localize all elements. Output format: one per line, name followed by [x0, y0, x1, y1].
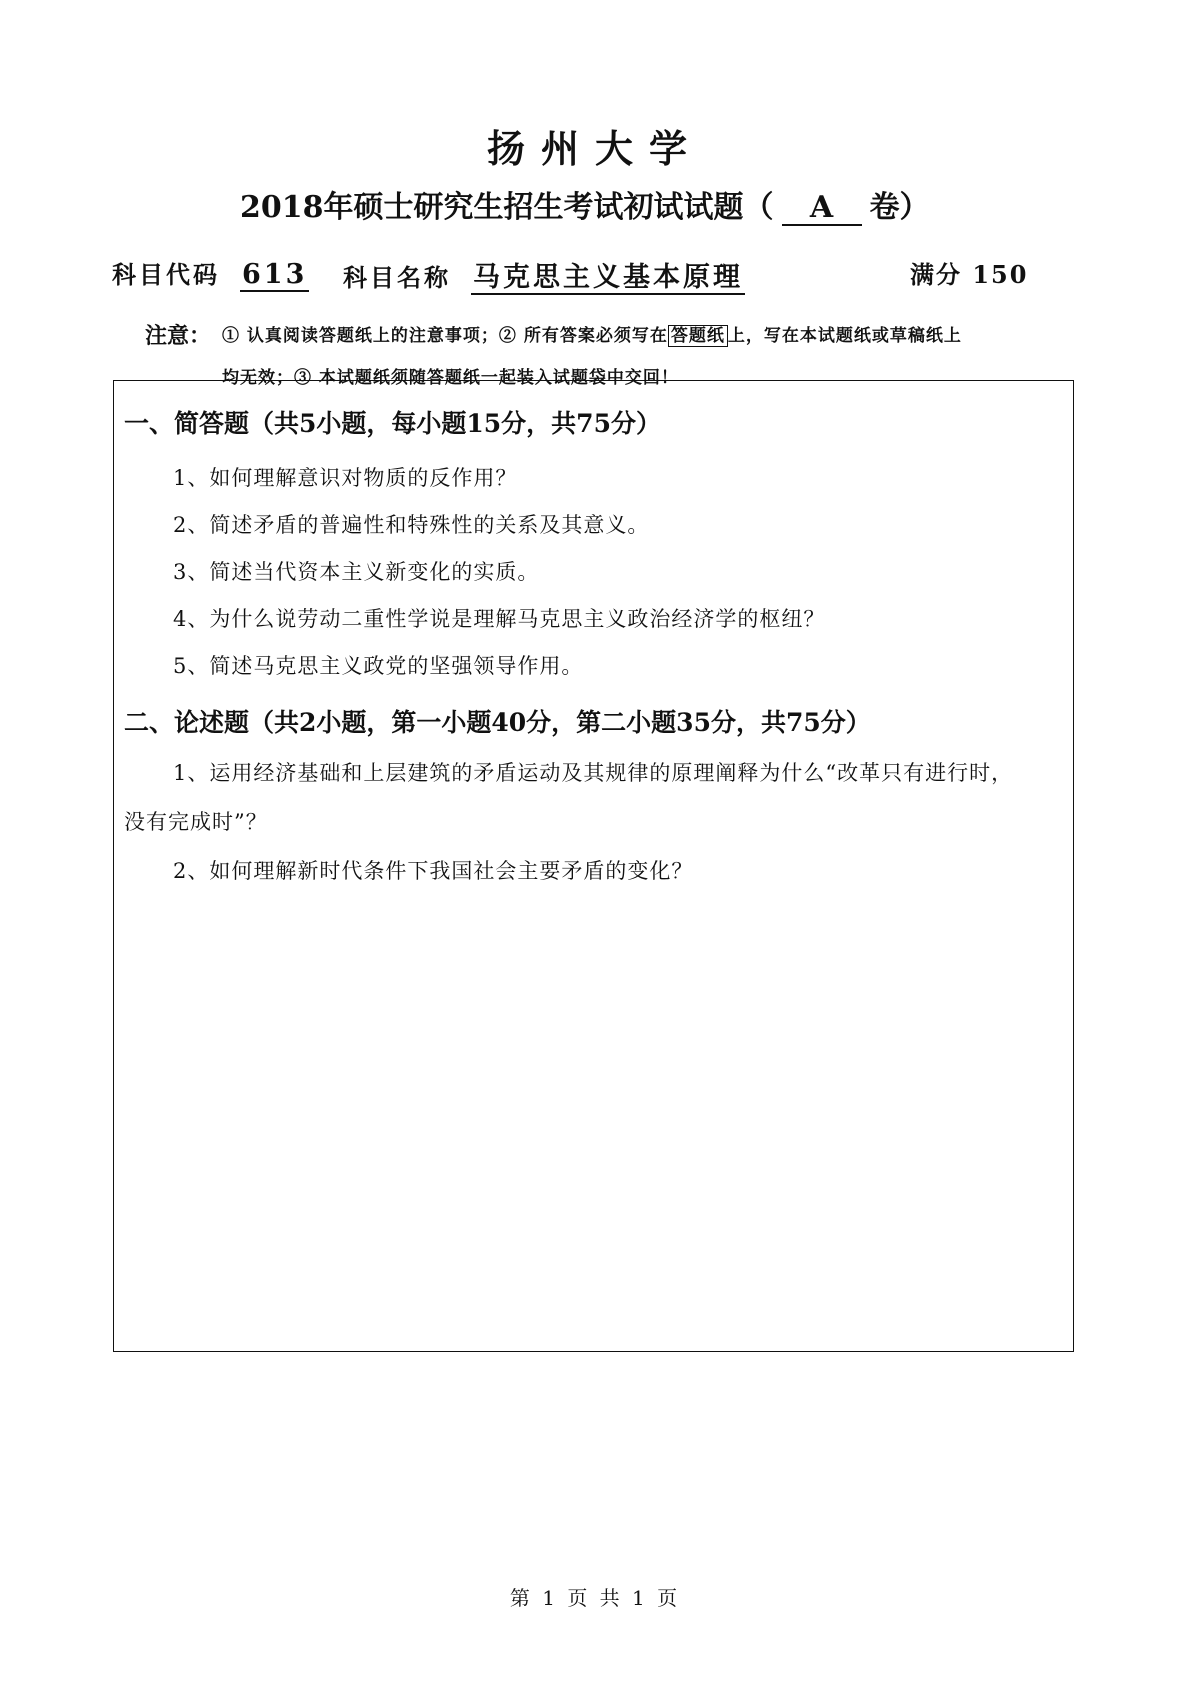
exam-title: [240, 182, 930, 226]
full-score-row: [910, 255, 1028, 290]
notice-line-1-b: 上，写在本试题纸或草稿纸上: [727, 326, 962, 346]
section-1-heading: 一、简答题（共5小题，每小题15分，共75分）: [124, 409, 661, 438]
notice-line-2: 均无效；③ 本试题纸须随答题纸一起装入试题袋中交回！: [222, 368, 679, 388]
question-item: 1、如何理解意识对物质的反作用？: [173, 466, 518, 490]
exam-title-prefix: 2018年硕士研究生招生考试初试试题（: [240, 190, 774, 225]
question-item: 2、如何理解新时代条件下我国社会主要矛盾的变化？: [173, 859, 694, 883]
section-2-heading: 二、论述题（共2小题，第一小题40分，第二小题35分，共75分）: [124, 708, 871, 737]
subject-code-row: [112, 255, 309, 290]
school-name: 扬州大学: [486, 126, 703, 171]
question-item: 3、简述当代资本主义新变化的实质。: [173, 560, 540, 584]
page-footer: 第 1 页 共 1 页: [509, 1586, 681, 1610]
full-score-label: 满分: [910, 260, 962, 289]
exam-title-suffix: 卷）: [869, 190, 930, 225]
question-item: 1、运用经济基础和上层建筑的矛盾运动及其规律的原理阐释为什么“改革只有进行时，: [173, 761, 1014, 785]
subject-name: 马克思主义基本原理: [473, 262, 743, 293]
notice-label: 注意：: [145, 323, 212, 349]
subject-code-label: 科目代码: [112, 260, 220, 289]
subject-name-label: 科目名称: [343, 263, 451, 292]
question-item: 2、简述矛盾的普遍性和特殊性的关系及其意义。: [173, 513, 650, 537]
question-item: 5、简述马克思主义政党的坚强领导作用。: [173, 654, 584, 678]
notice-line-1-a: ① 认真阅读答题纸上的注意事项；② 所有答案必须写在: [222, 326, 668, 346]
notice-line-1: [222, 321, 962, 346]
answer-sheet-box: 答题纸: [668, 325, 728, 347]
question-item: 4、为什么说劳动二重性学说是理解马克思主义政治经济学的枢纽？: [173, 607, 826, 631]
subject-name-row: [343, 255, 745, 294]
full-score: 150: [972, 260, 1029, 289]
paper-type: A: [782, 191, 862, 226]
question-item-continued: 没有完成时”？: [124, 810, 268, 834]
subject-code: 613: [242, 259, 308, 290]
